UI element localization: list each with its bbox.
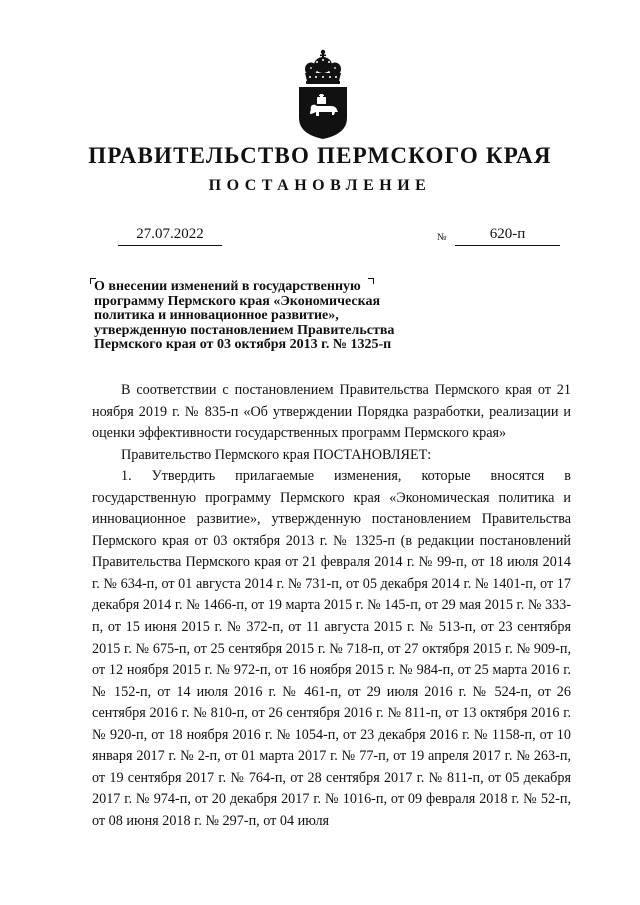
body-paragraph: Правительство Пермского края ПОСТАНОВЛЯЕТ: [121, 446, 432, 463]
body-paragraph: В соответствии с постановлением Правительства Пермского края от 21 ноября 2019 г. № 835-п «Об утверждении Порядка разработки, реализации и оценки эффективности государственных программ Пермского края» [92, 382, 571, 442]
perm-krai-coat-of-arms-icon [295, 48, 351, 140]
document-subject: О внесении изменений в государственную программу Пермского края «Экономическая политика и инновационное развитие», утвержденную постановлением Правительства Пермского края от 03 октября 2013 г. № 1325-п [94, 279, 395, 352]
document-number: 620-п [455, 226, 560, 246]
body-paragraph: 1. Утвердить прилагаемые изменения, которые вносятся в государственную программу Пермского края «Экономическая политика и инновационное развитие», утвержденную постановлением Правительства Пермского края от 03 октября 2013 г. № 1325-п (в редакции постановлений Правительства Пермского края от 21 февраля 2014 г. № 99-п, от 18 июля 2014 г. № 634-п, от 01 августа 2014 г. № 731-п, от 05 декабря 2014 г. № 1401-п, от 17 декабря 2014 г. № 1466-п, от 19 марта 2015 г. № 145-п, от 29 мая 2015 г. № 333-п, от 15 июня 2015 г. № 372-п, от 11 августа 2015 г. № 513-п, от 23 сентября 2015 г. № 675-п, от 25 сентября 2015 г. № 718-п, от 27 октября 2015 г. № 909-п, от 12 ноября 2015 г. № 972-п, от 16 ноября 2015 г. № 984-п, от 25 марта 2016 г. № 152-п, от 14 июля 2016 г. № 461-п, от 29 июля 2016 г. № 524-п, от 26 сентября 2016 г. № 810-п, от 26 сентября 2016 г. № 811-п, от 13 октября 2016 г. № 920-п, от 18 ноября 2016 г. № 1054-п, от 23 декабря 2016 г. № 1158-п, от 10 января 2017 г. № 2-п, от 01 марта 2017 г. № 77-п, от 19 апреля 2017 г. № 263-п, от 19 сентября 2017 г. № 764-п, от 28 сентября 2017 г. № 811-п, от 05 декабря 2017 г. № 974-п, от 20 декабря 2017 г. № 1016-п, от 09 февраля 2018 г. № 52-п, от 08 июня 2018 г. № 297-п, от 04 июля [92, 468, 571, 829]
government-title: ПРАВИТЕЛЬСТВО ПЕРМСКОГО КРАЯ [88, 143, 552, 168]
document-body [92, 380, 571, 832]
document-type: ПОСТАНОВЛЕНИЕ [208, 177, 432, 194]
document-date: 27.07.2022 [118, 226, 222, 246]
number-sign: № [437, 232, 447, 243]
